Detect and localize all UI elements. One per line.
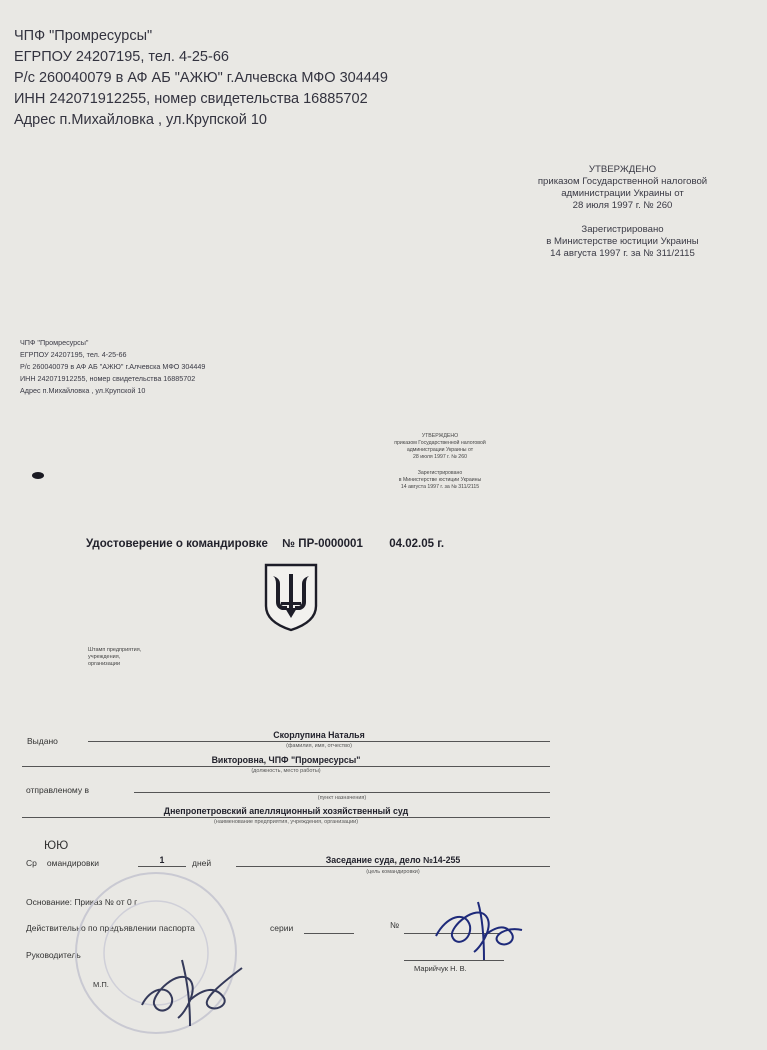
term-unit: дней (192, 858, 212, 868)
approval-title: УТВЕРЖДЕНО (588, 164, 657, 175)
trident-coat-of-arms-icon (263, 562, 319, 632)
position-value: Викторовна, ЧПФ "Промресурсы" (211, 755, 361, 765)
position-line (22, 755, 550, 767)
destination-line (134, 781, 550, 793)
position-caption: (должность, место работы) (251, 768, 321, 774)
name-caption: (фамилия, имя, отчество) (286, 743, 352, 749)
term-line (138, 855, 186, 867)
header-line: ИНН 242071912255, номер свидетельства 16885702 (14, 91, 368, 107)
term-label-end: омандировки (46, 858, 100, 868)
name-line (88, 730, 550, 742)
certificate-title-row (86, 538, 444, 550)
header-line: Р/с 260040079 в АФ АБ "АЖЮ" г.Алчевска МФО 304449 (14, 70, 388, 86)
series-label: серии (270, 923, 294, 933)
header-line: ЕГРПОУ 24207195, тел. 4-25-66 (14, 49, 229, 65)
approval-block (500, 164, 745, 260)
stamp-note-line: учреждения, (88, 654, 121, 660)
organization-caption: (наименование предприятия, учреждения, организации) (213, 819, 359, 825)
approval-title: УТВЕРЖДЕНО (421, 433, 459, 439)
header-line: ЕГРПОУ 24207195, тел. 4-25-66 (20, 350, 127, 359)
sent-label: отправленому в (26, 785, 89, 795)
approval-line: приказом Государственной налоговой (537, 176, 708, 187)
purpose-value: Заседание суда, дело №14-255 (325, 855, 461, 865)
valid-label: Действительно по предъявлении паспорта (26, 923, 195, 933)
registration-line: в Министерстве юстиции Украины (546, 236, 699, 247)
registration-line: в Министерстве юстиции Украины (398, 477, 482, 483)
header-line: Р/с 260040079 в АФ АБ "АЖЮ" г.Алчевска МФО 304449 (20, 362, 206, 371)
stamp-note (88, 647, 141, 668)
company-header (14, 26, 388, 131)
basis-text: Основание: Приказ № от 0 г. (26, 897, 139, 907)
term-value: 1 (159, 855, 165, 865)
certificate-title: Удостоверение о командировке (86, 538, 268, 550)
approval-line: 28 июля 1997 г. № 260 (413, 454, 467, 460)
company-header-small (20, 337, 205, 397)
header-line: ЧПФ "Промресурсы" (14, 28, 153, 44)
approval-line: приказом Государственной налоговой (394, 440, 486, 446)
header-line: Адрес п.Михайловка , ул.Крупской 10 (20, 386, 146, 395)
approval-line: администрации Украины от (561, 188, 684, 199)
series-line (304, 922, 354, 934)
certificate-number: № ПР-0000001 (282, 538, 363, 550)
ink-blot (32, 472, 44, 479)
signature-mark-bottom (132, 950, 257, 1030)
handwritten-mark: ЮЮ (44, 838, 69, 852)
organization-line (22, 806, 550, 818)
header-line: ЧПФ "Промресурсы" (20, 338, 89, 347)
stamp-note-line: организации (88, 661, 121, 667)
issued-label: Выдано (27, 736, 58, 746)
approval-line: 28 июля 1997 г. № 260 (572, 200, 673, 211)
header-line: Адрес п.Михайловка , ул.Крупской 10 (14, 112, 267, 128)
registration-title: Зарегистрировано (581, 224, 664, 235)
certificate-date: 04.02.05 г. (389, 538, 445, 550)
organization-value: Днепропетровский апелляционный хозяйственный суд (163, 806, 409, 816)
stamp-note-line: Штамп предприятия, (88, 647, 142, 653)
seal-label: М.П. (93, 980, 109, 989)
name-value: Скорлупина Наталья (273, 730, 365, 740)
purpose-caption: (цель командировки) (366, 869, 420, 875)
approval-line: администрации Украины от (406, 447, 474, 453)
manager-label: Руководитель (26, 950, 81, 960)
term-label-start: Ср (26, 858, 37, 868)
number-label: № (390, 920, 400, 930)
registration-line: 14 августа 1997 г. за № 311/2115 (550, 248, 695, 259)
registration-line: 14 августа 1997 г. за № 311/2115 (400, 484, 480, 490)
term-label (26, 858, 99, 868)
header-line: ИНН 242071912255, номер свидетельства 16885702 (20, 374, 196, 383)
approval-block-small (360, 433, 520, 491)
signer-name: Марийчук Н. В. (414, 964, 467, 973)
purpose-line (236, 855, 550, 867)
signature-mark-top (426, 896, 536, 966)
destination-caption: (пункт назначения) (317, 795, 367, 801)
registration-title: Зарегистрировано (417, 470, 463, 476)
